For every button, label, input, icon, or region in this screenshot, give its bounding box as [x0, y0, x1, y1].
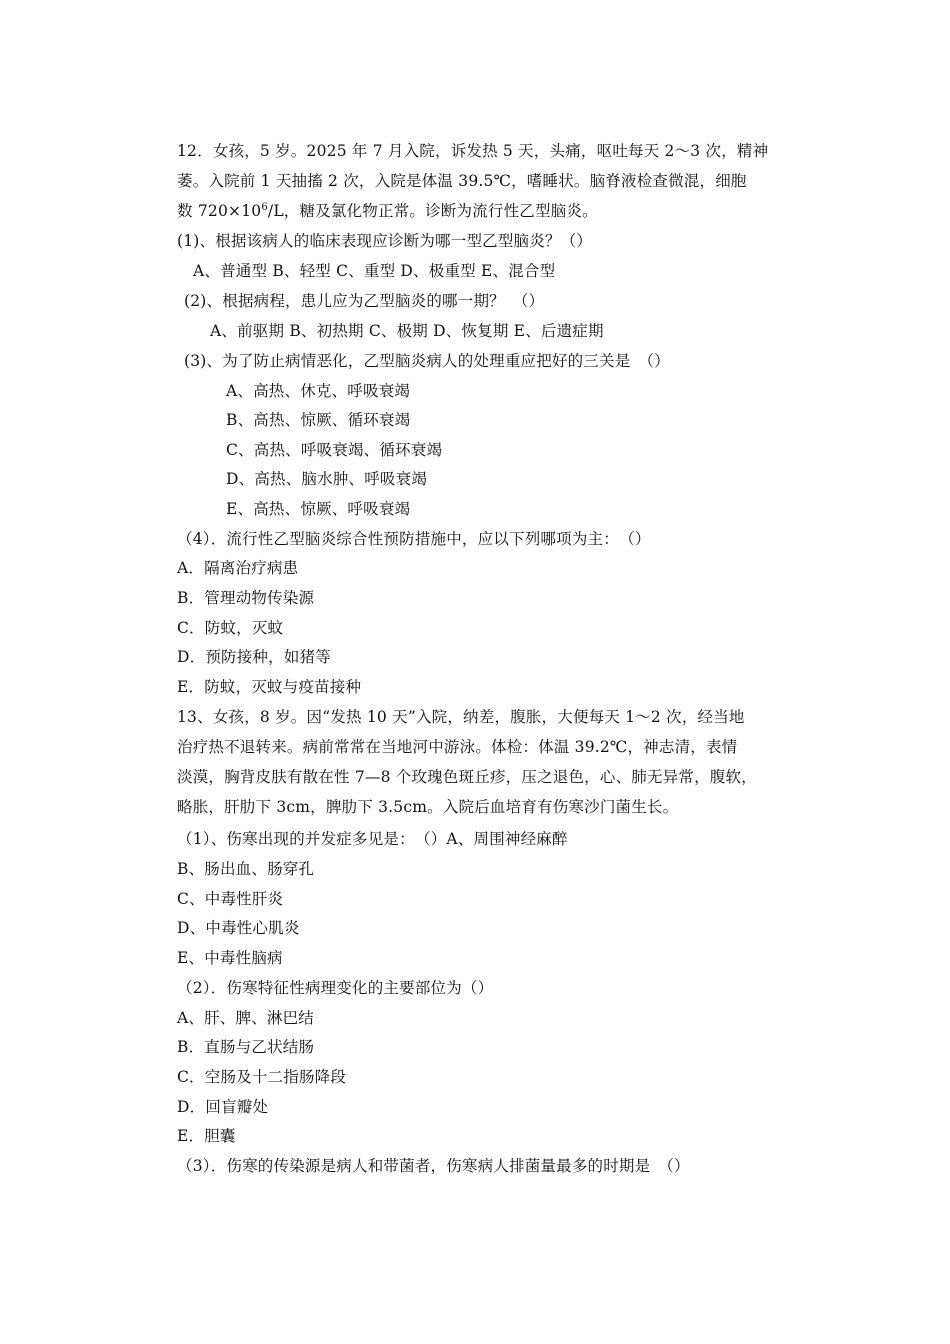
q13-stem-line-3: 淡漠，胸背皮肤有散在性 7—8 个玫瑰色斑丘疹，压之退色，心、肺无异常，腹软，	[177, 768, 757, 786]
q13-sub2-option: E．胆囊	[177, 1127, 236, 1145]
q12-stem-line-3-text-b: /L，糖及氯化物正常。诊断为流行性乙型脑炎。	[267, 202, 598, 220]
q12-sub3-option: C、高热、呼吸衰竭、循环衰竭	[226, 441, 443, 459]
q12-sub3-option: B、高热、惊厥、循环衰竭	[226, 411, 411, 429]
q13-sub2-question: （2）．伤寒特征性病理变化的主要部位为（）	[177, 979, 494, 997]
q12-stem-line-3	[177, 200, 598, 222]
q13-sub1-option: C、中毒性肝炎	[177, 890, 284, 908]
q13-sub1-option: B、肠出血、肠穿孔	[177, 860, 315, 878]
q12-sub4-option: A．隔离治疗病患	[177, 559, 299, 577]
q12-stem-line-2: 萎。入院前 1 天抽搐 2 次，入院是体温 39.5℃，嗜睡状。脑脊液检查微混，细胞	[177, 172, 747, 190]
q13-sub2-option: C．空肠及十二指肠降段	[177, 1068, 347, 1086]
q12-sub3-option: E、高热、惊厥、呼吸衰竭	[226, 500, 411, 518]
q13-sub2-option: A、肝、脾、淋巴结	[177, 1009, 314, 1027]
q12-sub4-option: B．管理动物传染源	[177, 589, 315, 607]
q13-stem-line-4: 略胀，肝肋下 3cm，脾肋下 3.5cm。入院后血培育有伤寒沙门菌生长。	[177, 798, 679, 816]
q12-stem-line-1: 12．女孩，5 岁。2025 年 7 月入院，诉发热 5 天，头痛，呕吐每天 2～3 次，精神	[177, 142, 769, 160]
q12-sub2-options: A、前驱期 B、初热期 C、极期 D、恢复期 E、后遗症期	[210, 322, 604, 340]
q12-sub4-option: E．防蚊，灭蚊与疫苗接种	[177, 678, 362, 696]
q12-sub4-option: D．预防接种，如猪等	[177, 648, 331, 666]
q12-sub4-question: （4）．流行性乙型脑炎综合性预防措施中，应以下列哪项为主： （）	[177, 530, 651, 548]
q13-stem-line-2: 治疗热不退转来。病前常常在当地河中游泳。体检：体温 39.2℃，神志清，表情	[177, 738, 738, 756]
q13-sub2-option: B．直肠与乙状结肠	[177, 1038, 315, 1056]
q13-sub1-option: D、中毒性心肌炎	[177, 919, 300, 937]
q13-stem-line-1: 13、女孩，8 岁。因“发热 10 天”入院，纳差，腹胀，大便每天 1～2 次，经当地	[177, 708, 745, 726]
q12-stem-line-3-superscript: 6	[261, 202, 268, 213]
q12-stem-line-3-text-a: 数 720×10	[177, 202, 262, 220]
q12-sub2-question: (2)、根据病程，患儿应为乙型脑炎的哪一期？ （）	[184, 292, 545, 310]
q12-sub3-option: A、高热、休克、呼吸衰竭	[226, 382, 411, 400]
q13-sub1-question: （1）、伤寒出现的并发症多见是： （）A、周围神经麻醉	[177, 830, 568, 848]
q13-sub1-option: E、中毒性脑病	[177, 949, 283, 967]
q12-sub1-options: A、普通型 B、轻型 C、重型 D、极重型 E、混合型	[193, 262, 556, 280]
q12-sub4-option: C．防蚊，灭蚊	[177, 619, 284, 637]
q12-sub3-question: (3)、为了防止病情恶化，乙型脑炎病人的处理重应把好的三关是 （）	[184, 352, 670, 370]
q13-sub3-question: （3）．伤寒的传染源是病人和带菌者，伤寒病人排菌量最多的时期是 （）	[177, 1157, 690, 1175]
q12-sub3-option: D、高热、脑水肿、呼吸衰竭	[226, 470, 428, 488]
q13-sub2-option: D．回盲瓣处	[177, 1098, 269, 1116]
q12-sub1-question: (1)、根据该病人的临床表现应诊断为哪一型乙型脑炎？（）	[177, 232, 593, 250]
